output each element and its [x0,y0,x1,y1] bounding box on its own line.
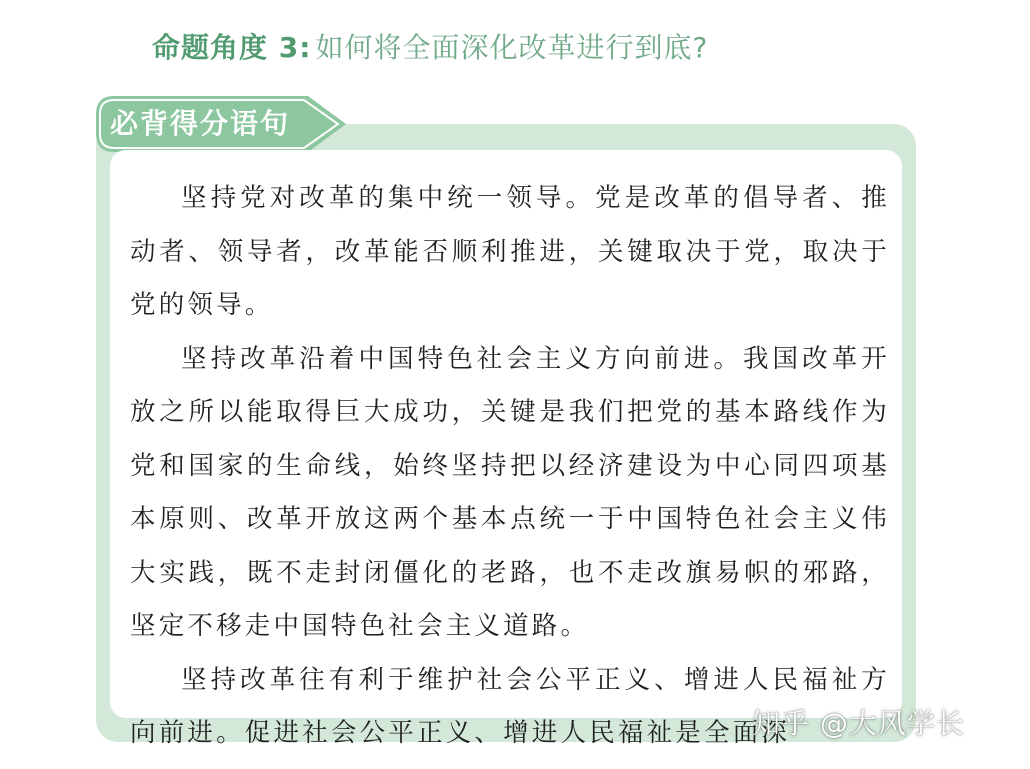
section-banner [96,96,346,152]
question-title: 如何将全面深化改革进行到底? [315,31,709,64]
question-angle-label: 命题角度 3: [152,31,312,64]
banner-label: 必背得分语句 [110,107,291,140]
zhihu-watermark: 知乎 @大风学长 [752,707,965,740]
paragraph-1: 坚持党对改革的集中统一领导。党是改革的倡导者、推动者、领导者，改革能否顺利推进，关键取决于党，取决于党的领导。 [130,183,890,320]
paragraph-3: 坚持改革往有利于维护社会公平正义、增进人民福祉方向前进。促进社会公平正义、增进人民福祉是全面深 [130,664,890,748]
question-heading [152,22,708,70]
paragraph-2: 坚持改革沿着中国特色社会主义方向前进。我国改革开放之所以能取得巨大成功，关键是我们把党的基本路线作为党和国家的生命线，始终坚持把以经济建设为中心同四项基本原则、改革开放这两个基本点统一于中国特色社会主义伟大实践，既不走封闭僵化的老路，也不走改旗易帜的邪路，坚定不移走中国特色社会主义道路。 [130,343,890,641]
body-text [130,172,890,761]
